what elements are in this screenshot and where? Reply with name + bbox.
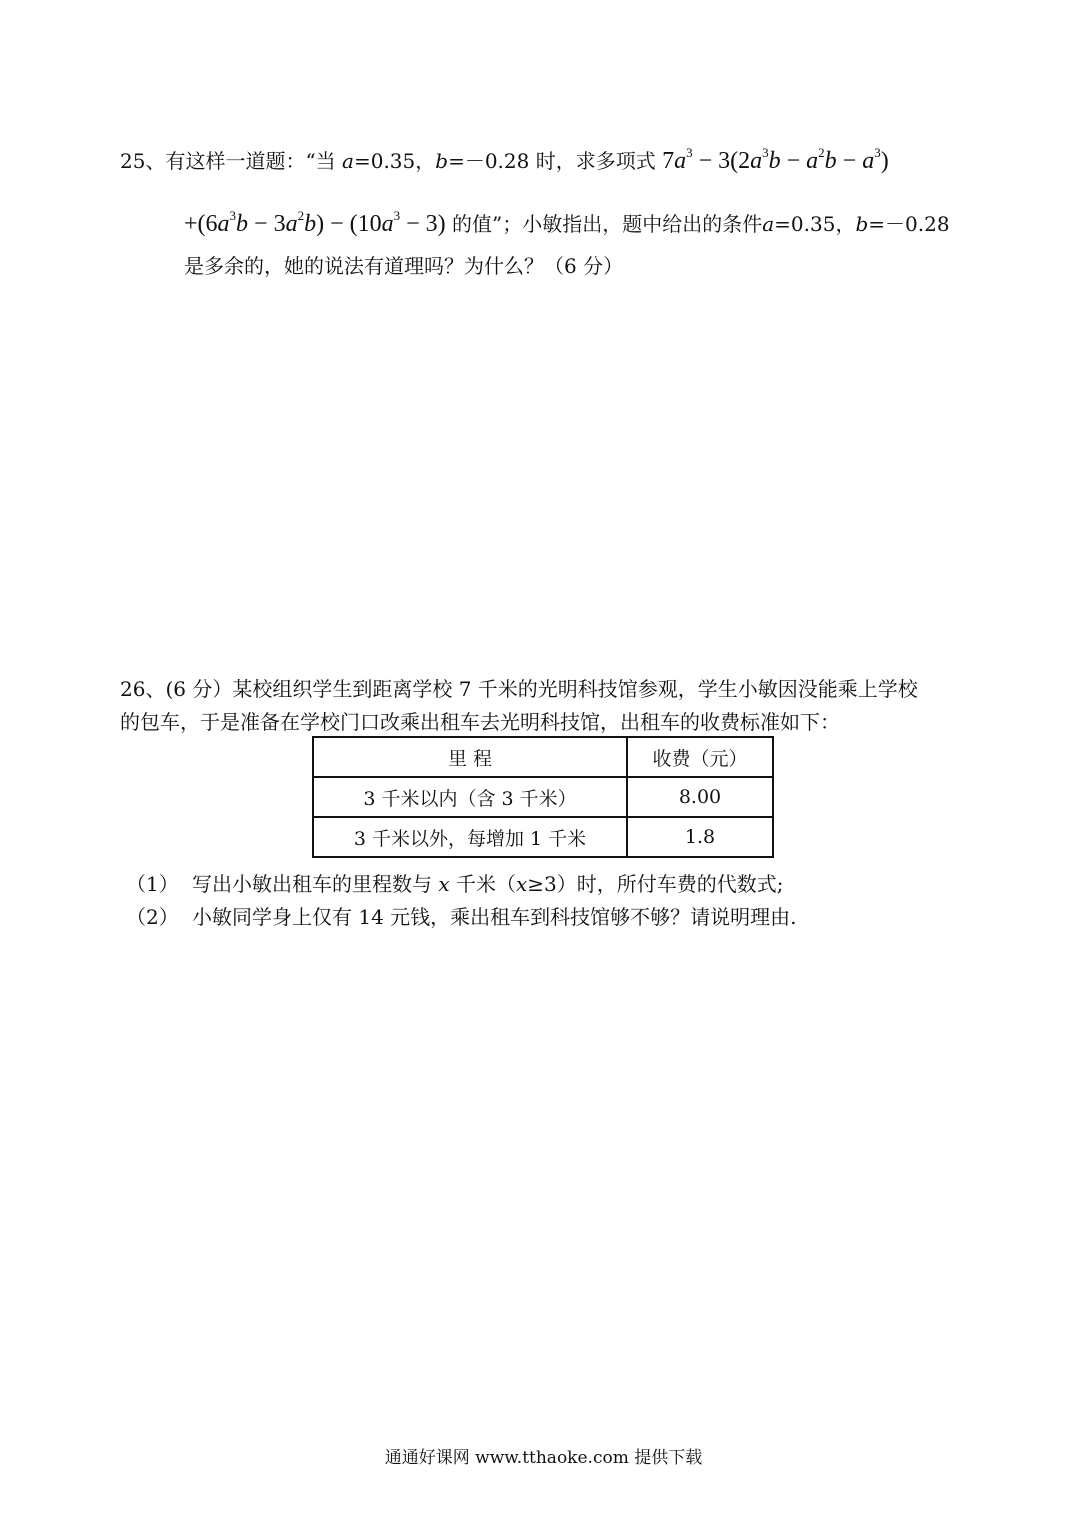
question-26-line-2: 的包车，于是准备在学校门口改乘出租车去光明科技馆，出租车的收费标准如下： (120, 710, 840, 734)
sub2-text: 小敏同学身上仅有 14 元钱，乘出租车到科技馆够不够？请说明理由. (192, 905, 797, 929)
var-b-2: b (855, 212, 869, 236)
row-distance: 3 千米以外，每增加 1 千米 (313, 817, 627, 857)
question-25-line-1 (120, 140, 889, 174)
row-distance: 3 千米以内（含 3 千米） (313, 777, 627, 817)
sub1-text-c: ≥3）时，所付车费的代数式; (527, 872, 784, 896)
header-fee: 收费（元） (627, 737, 773, 777)
sub-question-1-number: （1） (126, 872, 179, 896)
question-26-line-1: 26、(6 分）某校组织学生到距离学校 7 千米的光明科技馆参观，学生小敏因没能乘上学校 (120, 677, 918, 701)
question-25-line-2 (184, 203, 950, 237)
q25-line2-text: 的值”；小敏指出，题中给出的条件 (452, 212, 763, 236)
sub1-text-b: 千米（ (449, 872, 516, 896)
a-value: =0.35， (353, 149, 436, 173)
header-distance: 里 程 (313, 737, 627, 777)
var-x-2: x (516, 872, 528, 896)
table-header-row (313, 737, 773, 777)
sub1-text-a: 写出小敏出租车的里程数与 (192, 872, 439, 896)
polynomial-part-2: $+(6a^3b - 3a^2b) - (10a^3 - 3)$ (184, 208, 446, 237)
row-fee: 8.00 (627, 777, 773, 817)
sub-question-2 (126, 904, 797, 930)
b-value: =－0.28 时，求多项式 (448, 149, 656, 173)
var-a: a (342, 149, 354, 173)
q25-prefix: 25、有这样一道题：“当 (120, 149, 343, 173)
polynomial-part-1: $7a^3 - 3(2a^3b - a^2b - a^3)$ (662, 145, 889, 174)
taxi-fee-table (312, 736, 774, 858)
b-value-2: =－0.28 (868, 212, 950, 236)
sub-question-2-number: （2） (126, 905, 179, 929)
var-a-2: a (762, 212, 775, 236)
a-value-2: =0.35， (774, 212, 856, 236)
page-footer: 通通好课网 www.tthaoke.com 提供下载 (384, 1448, 703, 1468)
table-row (313, 777, 773, 817)
table-row (313, 817, 773, 857)
row-fee: 1.8 (627, 817, 773, 857)
question-25-line-3: 是多余的，她的说法有道理吗？为什么？（6 分） (184, 254, 624, 278)
sub-question-1 (126, 871, 784, 897)
var-b: b (435, 149, 449, 173)
var-x: x (438, 872, 450, 896)
